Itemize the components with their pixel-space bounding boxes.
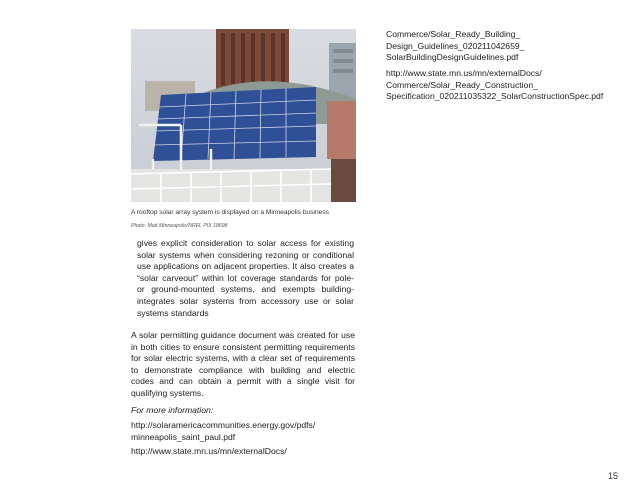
solar-building-design-guidelines-link[interactable] — [386, 29, 611, 64]
photo-credit: Photo: Matt Minneapolis/NREL PIX 18698 — [131, 223, 228, 229]
link-line: Commerce/Solar_Ready_Construction_ — [386, 79, 538, 90]
link-line: Commerce/Solar_Ready_Building_ — [386, 29, 521, 39]
link-line: Specification_020211035322_SolarConstructionSpec.pdf — [386, 91, 604, 102]
solaramerica-link[interactable] — [131, 420, 355, 443]
solar-construction-spec-link[interactable] — [386, 68, 626, 103]
body-paragraph-2: A solar permitting guidance document was created for use in both cities to ensure consistent permitting requirements for solar electric systems, with a clear set of requirements to demonstrate compliance with building and electric codes and can obtain a permit with a single visit for qualifying systems. — [131, 330, 355, 398]
link-line: minneapolis_saint_paul.pdf — [131, 431, 236, 442]
more-information-label: For more information: — [131, 405, 214, 415]
link-line: SolarBuildingDesignGuidelines.pdf — [386, 52, 519, 63]
photo-caption: A rooftop solar array system is displayed on a Minneapolis business — [131, 209, 329, 216]
solar-array-photo — [131, 29, 356, 202]
body-paragraph-1: gives explicit consideration to solar access for existing solar systems when considering rezoning or conditional use applications on adjacent properties. It also creates a “solar carveout” within lot coverage standards for pole- or ground-mounted systems, and exempts building-integrates solar systems from accessory use or solar systems standards — [137, 238, 354, 318]
link-line: http://www.state.mn.us/mn/externalDocs/ — [386, 68, 542, 78]
red-wall — [327, 101, 356, 159]
state-mn-link-start[interactable]: http://www.state.mn.us/mn/externalDocs/ — [131, 446, 287, 456]
link-line: http://solaramericacommunities.energy.gov/pdfs/ — [131, 420, 316, 430]
link-line: Design_Guidelines_020211042659_ — [386, 40, 525, 51]
page-number: 15 — [607, 471, 618, 481]
